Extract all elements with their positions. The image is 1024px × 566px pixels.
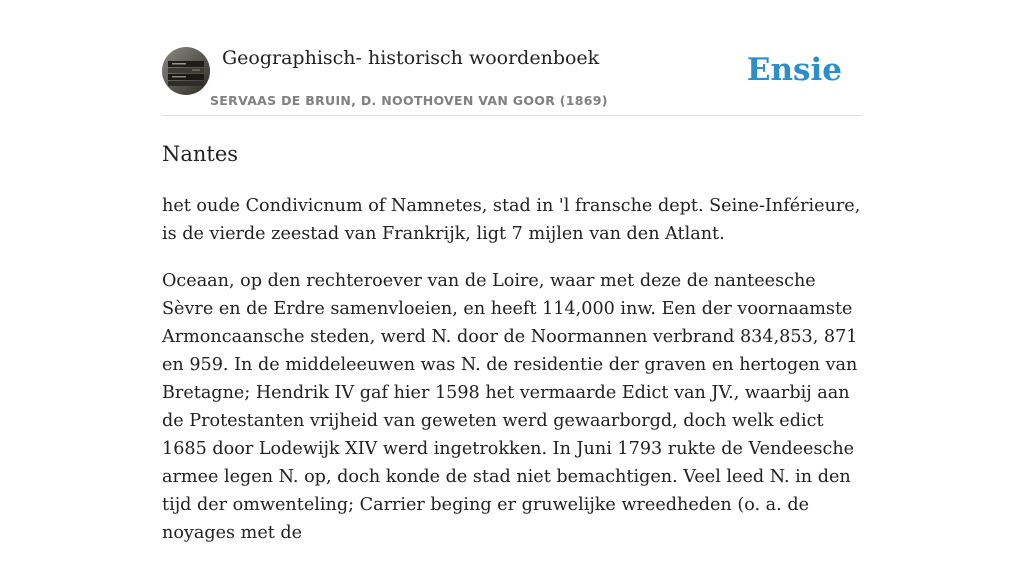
header	[162, 0, 862, 116]
book-title[interactable]: Geographisch- historisch woordenboek	[222, 47, 600, 69]
book-author: SERVAAS DE BRUIN, D. NOOTHOVEN VAN GOOR (1869)	[210, 93, 608, 108]
entry-title: Nantes	[162, 142, 239, 166]
entry-body	[162, 192, 862, 566]
page	[162, 0, 862, 543]
brand-logo[interactable]: Ensie	[746, 52, 842, 88]
entry-paragraph: het oude Condivicnum of Namnetes, stad in 'l fransche dept. Seine-Inférieure, is de vierde zeestad van Frankrijk, ligt 7 mijlen van den Atlant.	[162, 196, 861, 244]
entry-paragraph: Oceaan, op den rechteroever van de Loire, waar met deze de nanteesche Sèvre en de Erdre samenvloeien, en heeft 114,000 inw. Een der voornaamste Armoncaansche steden, werd N. door de Noormannen verbrand 834,853, 871 en 959. In de middeleeuwen was N. de residentie der graven en hertogen van Bretagne; Hendrik IV gaf hier 1598 het vermaarde Edict van JV., waarbij aan de Protestanten vrijheid van geweten werd gewaarborgd, doch welk edict 1685 door Lodewijk XIV werd ingetrokken. In Juni 1793 rukte de Vendeesche armee legen N. op, doch konde de stad niet bemachtigen. Veel leed N. in den tijd der omwenteling; Carrier beging er gruwelijke wreedheden (o. a. de noyages met de	[162, 271, 858, 543]
book-spines-icon[interactable]	[162, 47, 210, 95]
